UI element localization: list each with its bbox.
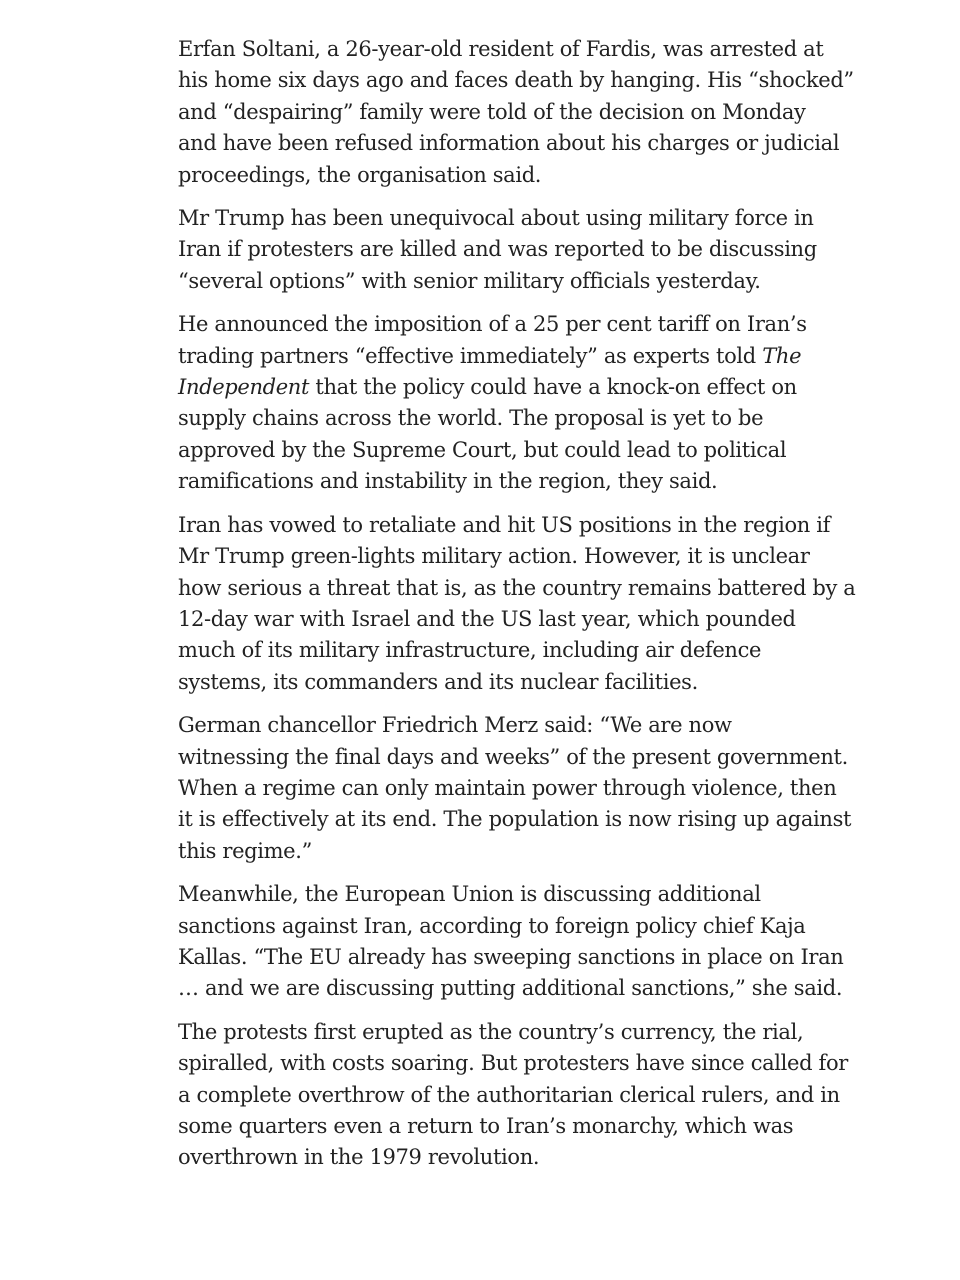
publication-name-italic: Independent <box>178 375 310 400</box>
text-line: … and we are discussing putting additional sanctions,” she said. <box>178 976 843 1001</box>
paragraph-erfan-soltani <box>178 34 854 191</box>
paragraph-protests-origin <box>178 1017 848 1174</box>
text-line: and “despairing” family were told of the decision on Monday <box>178 99 806 124</box>
text-line: Mr Trump has been unequivocal about using military force in <box>178 206 814 231</box>
text-line: Iran if protesters are killed and was reported to be discussing <box>178 237 817 262</box>
text-line: sanctions against Iran, according to foreign policy chief Kaja <box>178 913 806 938</box>
text-line: some quarters even a return to Iran’s monarchy, which was <box>178 1114 794 1138</box>
text-line: it is effectively at its end. The population is now rising up against <box>178 807 852 832</box>
text-segment: trading partners “effective immediately” as experts told <box>178 343 763 368</box>
paragraph-tariff <box>178 309 807 497</box>
paragraph-iran-retaliation <box>178 510 856 698</box>
text-line <box>178 341 802 372</box>
text-line: Meanwhile, the European Union is discussing additional <box>178 882 761 907</box>
publication-name-italic: The <box>762 343 802 368</box>
text-line: witnessing the final days and weeks” of the present government. <box>178 744 848 769</box>
text-line: and have been refused information about his charges or judicial <box>178 131 840 156</box>
text-line: a complete overthrow of the authoritarian clerical rulers, and in <box>178 1082 840 1107</box>
paragraph-merz-quote <box>178 710 852 867</box>
text-line: his home six days ago and faces death by hanging. His “shocked” <box>178 68 854 93</box>
text-line: Erfan Soltani, a 26-year-old resident of Fardis, was arrested at <box>178 37 824 61</box>
text-line: Mr Trump green-lights military action. However, it is unclear <box>178 544 810 569</box>
text-line: proceedings, the organisation said. <box>178 162 542 187</box>
text-line: this regime.” <box>178 838 312 863</box>
text-line: The protests first erupted as the country’s currency, the rial, <box>178 1019 804 1044</box>
text-line: supply chains across the world. The proposal is yet to be <box>178 406 764 431</box>
text-line: German chancellor Friedrich Merz said: “We are now <box>178 713 732 738</box>
text-line: Iran has vowed to retaliate and hit US positions in the region if <box>178 512 831 537</box>
text-line: much of its military infrastructure, including air defence <box>178 638 762 663</box>
paragraph-eu-sanctions <box>178 879 844 1005</box>
text-segment: that the policy could have a knock-on effect on <box>309 375 797 400</box>
text-line: 12-day war with Israel and the US last year, which pounded <box>178 606 796 631</box>
text-line: overthrown in the 1979 revolution. <box>178 1145 540 1170</box>
text-line: ramifications and instability in the region, they said. <box>178 469 718 494</box>
text-line: He announced the imposition of a 25 per cent tariff on Iran’s <box>178 312 807 337</box>
text-line: systems, its commanders and its nuclear facilities. <box>178 669 698 694</box>
article-body <box>178 34 856 1186</box>
text-line: Kallas. “The EU already has sweeping sanctions in place on Iran <box>178 944 844 969</box>
paragraph-trump-military <box>178 203 817 297</box>
text-line: When a regime can only maintain power through violence, then <box>178 775 837 800</box>
text-line: spiralled, with costs soaring. But protesters have since called for <box>178 1051 848 1076</box>
text-line <box>178 372 797 403</box>
text-line: “several options” with senior military officials yesterday. <box>178 268 761 293</box>
text-line: approved by the Supreme Court, but could lead to political <box>178 437 787 462</box>
text-line: how serious a threat that is, as the country remains battered by a <box>178 575 856 600</box>
